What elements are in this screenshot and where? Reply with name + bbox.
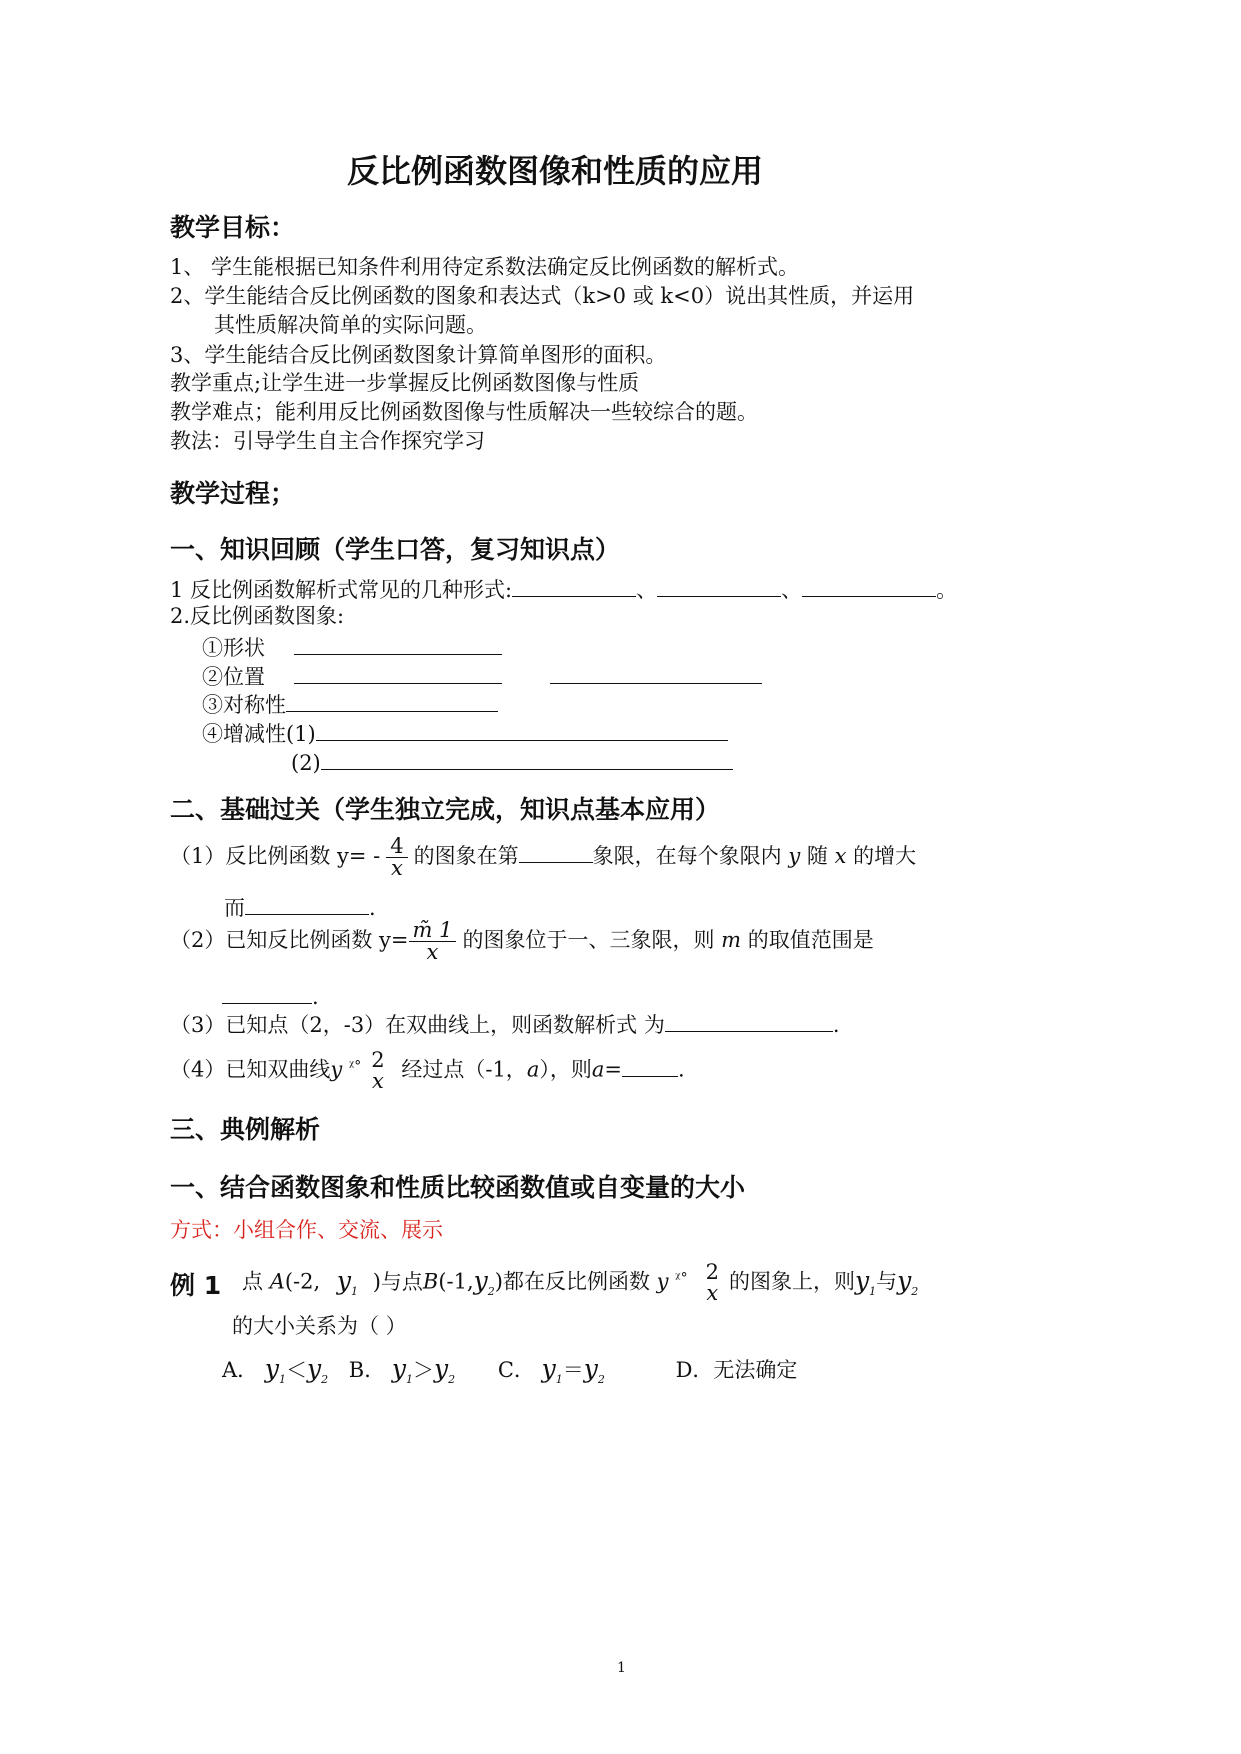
problem-3-text: （3）已知点（2，-3）在双曲线上，则函数解析式 为: [170, 1013, 665, 1037]
period: .: [832, 1013, 840, 1037]
blank-symmetry: [286, 692, 498, 712]
blank-expression: [665, 1012, 833, 1032]
blank-form-2: [657, 577, 781, 597]
item-shape-label: ①形状: [202, 636, 265, 660]
example-text: 点: [242, 1269, 263, 1294]
example-label: 例 1: [170, 1271, 222, 1300]
option-c: C． $y_1=y_2$: [497, 1354, 605, 1386]
separator: 、: [781, 578, 803, 602]
fraction-numerator: 2: [705, 1260, 719, 1284]
problem-1-text-3: 随: [806, 844, 828, 868]
option-a: A． $y_1<y_2$: [222, 1354, 329, 1386]
key-point: 教学重点;让学生进一步掌握反比例函数图像与性质: [170, 371, 640, 395]
blank-quadrant: [519, 843, 593, 863]
review-q1-text: 1 反比例函数解析式常见的几种形式:: [170, 578, 513, 602]
item-monotonic-label: ④增减性(1): [202, 722, 316, 746]
page-title: 反比例函数图像和性质的应用: [347, 152, 764, 190]
item-position: [202, 664, 762, 688]
blank-position-1: [294, 664, 502, 684]
goal-2: 2、学生能结合反比例函数的图象和表达式（k>0 或 k<0）说出其性质，并运用: [170, 284, 915, 308]
problem-3: [170, 1012, 840, 1036]
var-x: x: [834, 844, 847, 868]
fraction-m-over-x: [409, 920, 457, 963]
point-a: A: [269, 1269, 285, 1294]
item-monotonic: [202, 721, 728, 745]
problem-4-text-2: ），则: [539, 1057, 592, 1082]
item-symmetry: [202, 692, 498, 716]
var-y: y: [656, 1269, 669, 1294]
var-a: a: [591, 1057, 605, 1082]
example-text: 与: [876, 1269, 898, 1294]
difficulty: 教学难点；能利用反比例函数图像与性质解决一些较综合的题。: [170, 400, 758, 424]
var-y: y: [330, 1057, 343, 1082]
problem-1-text: 的图象在第: [413, 844, 519, 868]
problem-1-cont: [224, 895, 376, 919]
problem-2-cont: [222, 984, 319, 1008]
option-b: B． $y_1>y_2$: [348, 1354, 456, 1386]
fraction-denominator: x: [386, 857, 407, 879]
period: .: [677, 1057, 685, 1082]
blank-a-value: [622, 1057, 678, 1077]
goal-1: 1、 学生能根据已知条件利用待定系数法确定反比例函数的解析式。: [170, 255, 800, 279]
period: .: [312, 985, 319, 1009]
example-1: [242, 1262, 918, 1304]
point-b: B: [422, 1269, 439, 1294]
goal-3: 3、学生能结合反比例函数图象计算简单图形的面积。: [170, 343, 667, 367]
separator: 、: [636, 578, 658, 602]
page-number: 1: [617, 1660, 626, 1676]
problem-2-prefix: （2）已知反比例函数 y=: [170, 928, 409, 952]
section-3-subheading: 一、结合函数图象和性质比较函数值或自变量的大小: [170, 1173, 746, 1202]
problem-4: [170, 1050, 685, 1092]
blank-trend: [245, 895, 369, 915]
problem-4-text: 经过点（-1，: [401, 1057, 527, 1082]
blank-form-1: [512, 577, 636, 597]
equals-symbol: ᵡ°: [675, 1270, 688, 1287]
problem-1-text-4: 的增大: [853, 844, 917, 868]
fraction-2-over-x: [702, 1262, 723, 1304]
item-monotonic-2-label: (2): [291, 751, 321, 775]
section-1-heading: 一、知识回顾（学生口答，复习知识点）: [170, 535, 621, 564]
item-shape: [202, 635, 502, 659]
equals-symbol: ᵡ°: [348, 1058, 362, 1075]
example-text: )都在反比例函数: [494, 1269, 650, 1294]
var-y1: $y_1$: [854, 1265, 877, 1298]
review-q1: [170, 577, 957, 601]
blank-monotonic-2: [321, 750, 733, 770]
example-text: (-2,: [284, 1269, 321, 1294]
fraction-denominator: x: [409, 941, 457, 963]
example-1-cont: 的大小关系为（ ）: [232, 1314, 407, 1338]
problem-1-prefix: （1）反比例函数 y= -: [170, 844, 381, 868]
example-text: 的图象上，则: [728, 1269, 855, 1294]
blank-position-2: [550, 664, 762, 684]
section-2-heading: 二、基础过关（学生独立完成，知识点基本应用）: [170, 795, 721, 824]
fraction-denominator: x: [372, 1069, 384, 1093]
blank-shape: [294, 635, 502, 655]
fraction-denominator: x: [706, 1281, 719, 1305]
var-a: a: [526, 1057, 540, 1082]
answer-options: [222, 1356, 797, 1385]
fraction-numerator: 2: [371, 1048, 385, 1072]
fraction-2-over-x: [367, 1050, 388, 1092]
fraction-numerator: 4: [390, 834, 404, 858]
var-y2: $y_2$: [473, 1265, 495, 1298]
review-q2: 2.反比例函数图象:: [170, 604, 345, 628]
problem-4-prefix: （4）已知双曲线: [170, 1057, 331, 1082]
period: .: [369, 896, 376, 920]
blank-form-3: [802, 577, 936, 597]
equals: =: [604, 1057, 622, 1082]
problem-1-er: 而: [224, 896, 245, 920]
var-y1: $y_1$: [336, 1265, 358, 1298]
teaching-method: 教法：引导学生自主合作探究学习: [170, 429, 485, 453]
item-monotonic-2: [291, 750, 733, 774]
problem-2: [170, 920, 874, 963]
var-y: y: [788, 844, 801, 868]
period: 。: [936, 578, 958, 602]
problem-1-text-2: 象限，在每个象限内: [592, 844, 782, 868]
example-text: )与点: [372, 1269, 423, 1294]
group-method: 方式：小组合作、交流、展示: [170, 1218, 443, 1242]
item-position-label: ②位置: [202, 665, 265, 689]
option-d: D．无法确定: [675, 1358, 798, 1382]
goals-heading: 教学目标：: [170, 213, 296, 242]
fraction-numerator: m̃ 1: [412, 918, 453, 942]
var-m: m: [721, 928, 742, 952]
problem-2-text: 的图象位于一、三象限，则: [462, 928, 715, 952]
blank-monotonic-1: [316, 721, 728, 741]
problem-1: [170, 836, 916, 879]
fraction-4-over-x: [386, 836, 407, 879]
item-symmetry-label: ③对称性: [202, 693, 286, 717]
blank-m-range: [222, 984, 312, 1004]
section-3-heading: 三、典例解析: [170, 1115, 321, 1144]
goal-2-cont: 其性质解决简单的实际问题。: [214, 313, 487, 337]
var-y2: $y_2$: [897, 1265, 919, 1298]
problem-2-text-2: 的取值范围是: [747, 928, 874, 952]
process-heading: 教学过程；: [170, 479, 296, 508]
example-text: (-1,: [438, 1269, 474, 1294]
